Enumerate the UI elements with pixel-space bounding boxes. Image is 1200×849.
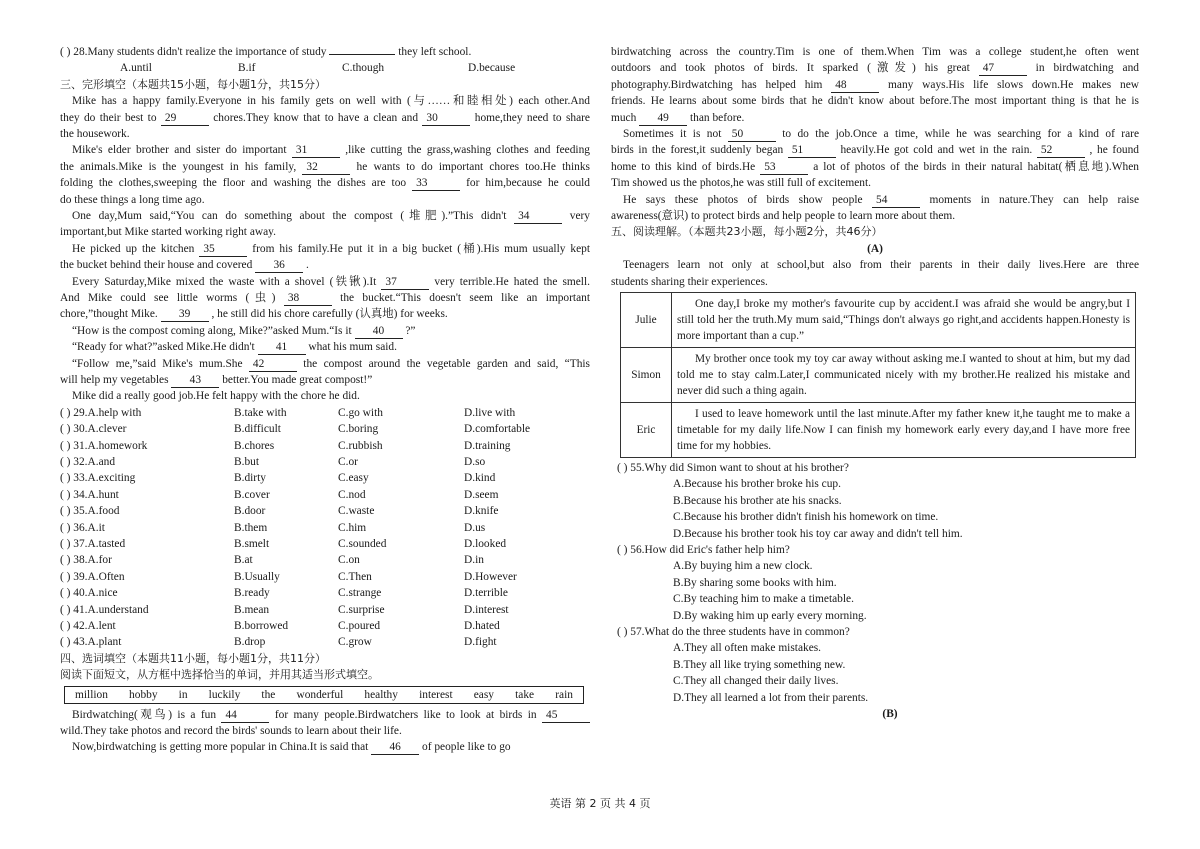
cloze-question bbox=[60, 503, 590, 519]
option-a: ( ) 36.A.it bbox=[60, 521, 105, 534]
answer-blank bbox=[329, 54, 395, 55]
answer-blank: 54 bbox=[872, 194, 920, 208]
option-a: ( ) 33.A.exciting bbox=[60, 472, 136, 485]
option-a: ( ) 31.A.homework bbox=[60, 439, 148, 452]
option-a: ( ) 37.A.tasted bbox=[60, 538, 126, 551]
passage-text: for many people.Birdwatchers like to look at birds in bbox=[269, 708, 542, 721]
option-d: D.comfortable bbox=[464, 423, 531, 436]
question-option: A.By buying him a new clock. bbox=[673, 560, 813, 573]
student-text: I used to leave homework until the last minute.After my father knew it,he taught me to make a timetable for my daily life.Now I can finish my homework early every day,and I have more free time for my hobbies. bbox=[672, 402, 1136, 457]
option-c: C.surprise bbox=[338, 603, 385, 616]
answer-blank: 34 bbox=[514, 210, 562, 224]
passage-line bbox=[60, 110, 590, 126]
passage-text: the animals.Mike is the youngest in his family, bbox=[60, 160, 303, 173]
passage-text: than before. bbox=[687, 111, 745, 124]
passage-text: One day,Mum said,“You can do something about the compost (堆肥).”This didn't bbox=[72, 209, 515, 222]
option-d: D.us bbox=[464, 521, 486, 534]
cloze-question bbox=[60, 569, 590, 585]
question-option: D.By waking him up early every morning. bbox=[673, 609, 867, 622]
passage-text: better.You made great compost!” bbox=[219, 373, 373, 386]
answer-blank: 48 bbox=[831, 79, 879, 93]
passage-text: much bbox=[611, 111, 640, 124]
passage-line bbox=[611, 44, 1139, 60]
passage-line bbox=[611, 60, 1139, 76]
option-d: D.in bbox=[464, 554, 484, 567]
option-b: B.Usually bbox=[234, 570, 280, 583]
passage-text: He picked up the kitchen bbox=[72, 242, 200, 255]
passage-text: He says these photos of birds show people bbox=[623, 193, 873, 206]
cloze-question bbox=[60, 536, 590, 552]
passage-line bbox=[60, 707, 590, 723]
option-d: D.knife bbox=[464, 505, 499, 518]
answer-blank: 47 bbox=[979, 62, 1027, 76]
question-option: C.By teaching him to make a timetable. bbox=[673, 593, 854, 606]
passage-line bbox=[60, 224, 590, 240]
passage-line bbox=[60, 356, 590, 372]
passage-line bbox=[60, 372, 590, 388]
option-b: B.borrowed bbox=[234, 620, 289, 633]
option-c: C.waste bbox=[338, 505, 375, 518]
option-d: D.seem bbox=[464, 488, 499, 501]
option-a: ( ) 32.A.and bbox=[60, 456, 116, 468]
option-c: C.go with bbox=[338, 406, 383, 419]
passage-line bbox=[60, 257, 590, 273]
passage-line bbox=[611, 208, 1139, 224]
word-option: healthy bbox=[364, 688, 398, 701]
passage-text: “Follow me,”said Mike's mum.She bbox=[72, 357, 249, 370]
passage-text: Mike has a happy family.Everyone in his family gets on well with (与……和睦相处) each other.And bbox=[72, 95, 590, 108]
word-box bbox=[64, 686, 584, 704]
question-28-options bbox=[60, 60, 590, 76]
passage-line bbox=[611, 175, 1139, 191]
option-d: D.looked bbox=[464, 538, 507, 551]
answer-blank: 44 bbox=[221, 709, 269, 723]
answer-blank: 42 bbox=[249, 358, 297, 372]
option-c: C.boring bbox=[338, 423, 379, 436]
question-option: A.Because his brother broke his cup. bbox=[673, 478, 841, 491]
option-b: B.them bbox=[234, 521, 268, 534]
option-b: B.chores bbox=[234, 439, 275, 452]
right-column bbox=[611, 44, 1139, 722]
passage-text: Mike's elder brother and sister do important bbox=[72, 144, 292, 157]
option-d: D.interest bbox=[464, 603, 509, 616]
question-28-tail: they left school. bbox=[398, 46, 472, 58]
passage-line bbox=[60, 739, 590, 755]
option-b: B.door bbox=[234, 505, 266, 518]
answer-blank: 33 bbox=[412, 177, 460, 191]
answer-blank: 51 bbox=[788, 144, 836, 158]
passage-text: home,they need to share bbox=[470, 111, 590, 124]
fill-passage-right bbox=[611, 44, 1139, 224]
word-option: luckily bbox=[208, 688, 241, 701]
option-b: B.difficult bbox=[234, 423, 281, 436]
passage-text: the compost around the vegetable garden and said, “This bbox=[296, 357, 590, 370]
passage-line bbox=[60, 208, 590, 224]
option-c: C.though bbox=[342, 62, 385, 75]
passage-text: for him,because he could bbox=[460, 177, 590, 190]
passage-text: . bbox=[303, 259, 309, 272]
word-option: million bbox=[75, 688, 108, 701]
passage-text: many ways.His life slows down.He makes new bbox=[879, 78, 1139, 91]
passage-text: the housework. bbox=[60, 128, 130, 140]
passage-line bbox=[60, 126, 590, 142]
question-option: D.Because his brother took his toy car away and didn't tell him. bbox=[673, 527, 963, 540]
passage-text: of people like to go bbox=[419, 741, 511, 754]
question-option: A.They all often make mistakes. bbox=[673, 642, 822, 655]
answer-blank: 50 bbox=[728, 128, 776, 142]
question-option: B.They all like trying something new. bbox=[673, 658, 846, 671]
cloze-question bbox=[60, 602, 590, 618]
word-option: wonderful bbox=[296, 688, 344, 701]
passage-line bbox=[60, 306, 590, 322]
answer-blank: 41 bbox=[258, 341, 306, 355]
option-b: B.at bbox=[234, 554, 253, 567]
answer-blank: 35 bbox=[199, 243, 247, 257]
option-b: B.but bbox=[234, 456, 260, 468]
option-c: C.on bbox=[338, 554, 360, 567]
passage-text: home to this kind of birds.He bbox=[611, 160, 761, 173]
answer-blank: 52 bbox=[1037, 144, 1085, 158]
question-option: C.They all changed their daily lives. bbox=[673, 675, 839, 688]
word-option: easy bbox=[473, 688, 494, 701]
passage-line bbox=[611, 142, 1139, 158]
question-stem: ( ) 56.How did Eric's father help him? bbox=[617, 543, 790, 556]
passage-line bbox=[611, 192, 1139, 208]
passage-text: what his mum said. bbox=[305, 341, 397, 354]
answer-blank: 32 bbox=[302, 161, 350, 175]
passage-line bbox=[60, 241, 590, 257]
passage-line bbox=[60, 323, 590, 339]
option-b: B.if bbox=[238, 62, 256, 75]
option-a: ( ) 40.A.nice bbox=[60, 587, 118, 600]
fill-passage-left bbox=[60, 707, 590, 756]
passage-text: , he found bbox=[1084, 144, 1139, 157]
answer-blank: 53 bbox=[760, 161, 808, 175]
passage-line bbox=[611, 93, 1139, 109]
passage-text: Tim showed us the photos,he was still full of excitement. bbox=[611, 177, 871, 190]
cloze-questions bbox=[60, 405, 590, 651]
student-name: Julie bbox=[621, 292, 672, 347]
answer-blank: 40 bbox=[355, 325, 403, 339]
passage-text: photography.Birdwatching has helped him bbox=[611, 78, 832, 91]
option-d: D.training bbox=[464, 439, 511, 452]
passage-text: awareness(意识) to protect birds and help people to learn more about them. bbox=[611, 209, 956, 222]
word-option: interest bbox=[419, 688, 453, 701]
cloze-question bbox=[60, 421, 590, 437]
passage-text: “Ready for what?”asked Mike.He didn't bbox=[72, 341, 258, 354]
passage-text: outdoors and took photos of birds. It sparked (激发) his great bbox=[611, 62, 979, 75]
passage-line bbox=[60, 388, 590, 404]
left-column bbox=[60, 44, 590, 756]
option-b: B.ready bbox=[234, 587, 270, 600]
word-option: take bbox=[515, 688, 535, 701]
students-table bbox=[620, 292, 1136, 458]
question-option: D.They all learned a lot from their parents. bbox=[673, 691, 869, 704]
option-a: ( ) 35.A.food bbox=[60, 505, 120, 518]
option-c: C.strange bbox=[338, 587, 382, 600]
answer-blank: 36 bbox=[255, 259, 303, 273]
passage-text: Now,birdwatching is getting more popular in China.It is said that bbox=[72, 741, 372, 754]
passage-text: the bucket.“This doesn't seem like an important bbox=[331, 291, 590, 304]
passage-text: chore,”thought Mike. bbox=[60, 308, 161, 321]
passage-text: ?” bbox=[402, 324, 416, 337]
cloze-question bbox=[60, 618, 590, 634]
option-c: C.grow bbox=[338, 636, 372, 649]
student-name: Eric bbox=[621, 402, 672, 457]
passage-text: Every Saturday,Mike mixed the waste with a shovel (铁锹).It bbox=[72, 275, 382, 288]
passage-line bbox=[60, 93, 590, 109]
passage-text: ,like cutting the grass,washing clothes and feeding bbox=[339, 144, 590, 157]
passage-text: birds in the forest,it suddenly began bbox=[611, 144, 788, 157]
option-b: B.mean bbox=[234, 603, 270, 616]
answer-blank: 31 bbox=[292, 144, 340, 158]
cloze-question bbox=[60, 634, 590, 650]
option-d: D.hated bbox=[464, 620, 500, 633]
option-a: ( ) 29.A.help with bbox=[60, 406, 142, 419]
passage-line bbox=[611, 159, 1139, 175]
passage-text: folding the clothes,sweeping the floor and washing the dishes are too bbox=[60, 177, 413, 190]
passage-line bbox=[611, 126, 1139, 142]
reading-questions bbox=[611, 460, 1139, 706]
option-c: C.sounded bbox=[338, 538, 387, 551]
option-a: ( ) 38.A.for bbox=[60, 554, 112, 567]
part-a-label: (A) bbox=[867, 242, 883, 255]
passage-text: moments in nature.They can help raise bbox=[920, 193, 1139, 206]
student-row bbox=[621, 292, 1136, 347]
answer-blank: 37 bbox=[381, 276, 429, 290]
passage-text: will help my vegetables bbox=[60, 373, 172, 386]
cloze-question bbox=[60, 552, 590, 568]
student-row bbox=[621, 402, 1136, 457]
answer-blank: 43 bbox=[171, 374, 219, 388]
passage-text: Sometimes it is not bbox=[623, 127, 728, 140]
option-a: ( ) 39.A.Often bbox=[60, 570, 125, 583]
passage-text: Birdwatching(观鸟) is a fun bbox=[72, 708, 222, 721]
student-text: One day,I broke my mother's favourite cup by accident.I was afraid she would be angry,but I still told her the truth.My mum said,“Things don't always go right,and accidents happen.Honesty is more important than a cup.” bbox=[672, 292, 1136, 347]
cloze-question bbox=[60, 585, 590, 601]
answer-blank: 38 bbox=[284, 292, 332, 306]
cloze-question bbox=[60, 520, 590, 536]
option-c: C.nod bbox=[338, 488, 366, 501]
answer-blank: 45 bbox=[542, 709, 590, 723]
question-stem: ( ) 57.What do the three students have in common? bbox=[617, 626, 850, 639]
cloze-question bbox=[60, 438, 590, 454]
passage-text: do these things a long time ago. bbox=[60, 193, 205, 206]
option-d: D.However bbox=[464, 570, 517, 583]
option-d: D.so bbox=[464, 456, 486, 468]
passage-text: to do the job.Once a time, while he was searching for a kind of rare bbox=[775, 127, 1139, 140]
passage-line bbox=[60, 192, 590, 208]
answer-blank: 49 bbox=[639, 112, 687, 126]
cloze-question bbox=[60, 470, 590, 486]
question-28 bbox=[60, 44, 590, 60]
option-b: B.cover bbox=[234, 488, 270, 501]
option-b: B.take with bbox=[234, 406, 287, 419]
passage-text: heavily.He got cold and wet in the rain. bbox=[835, 144, 1037, 157]
option-b: B.dirty bbox=[234, 472, 266, 485]
passage-line bbox=[60, 175, 590, 191]
option-d: D.kind bbox=[464, 472, 496, 485]
option-c: C.poured bbox=[338, 620, 381, 633]
passage-text: very bbox=[562, 209, 590, 222]
passage-line bbox=[60, 723, 590, 739]
page-footer: 英语 第 2 页 共 4 页 bbox=[549, 797, 651, 810]
option-b: B.smelt bbox=[234, 538, 270, 551]
word-option: rain bbox=[555, 688, 573, 701]
fill-instruction: 阅读下面短文，从方框中选择恰当的单词，并用其适当形式填空。 bbox=[60, 668, 379, 682]
option-c: C.or bbox=[338, 456, 358, 468]
reading-section-header: 五、阅读理解。（本题共23小题，每小题2分，共46分） bbox=[611, 225, 883, 239]
passage-line bbox=[611, 110, 1139, 126]
passage-text: “How is the compost coming along, Mike?”asked Mum.“Is it bbox=[72, 324, 355, 337]
passage-line bbox=[60, 159, 590, 175]
option-c: C.rubbish bbox=[338, 439, 383, 452]
student-name: Simon bbox=[621, 347, 672, 402]
passage-text: a lot of photos of the birds in their natural habitat(栖息地).When bbox=[808, 160, 1139, 173]
passage-text: And Mike could see little worms (虫) bbox=[60, 291, 284, 304]
passage-text: Mike did a really good job.He felt happy with the chore he did. bbox=[72, 390, 360, 403]
passage-line bbox=[60, 142, 590, 158]
passage-line bbox=[611, 77, 1139, 93]
option-a: ( ) 42.A.lent bbox=[60, 620, 116, 633]
passage-text: friends. He learns about some birds that he didn't know about before.The most important thing is that he is bbox=[611, 95, 1139, 108]
option-d: D.terrible bbox=[464, 587, 508, 600]
word-option: the bbox=[261, 688, 276, 701]
passage-line bbox=[60, 274, 590, 290]
passage-line bbox=[60, 290, 590, 306]
passage-text: he wants to do important chores too.He thinks bbox=[350, 160, 590, 173]
passage-text: birdwatching across the country.Tim is one of them.When Tim was a college student,he often went bbox=[611, 46, 1139, 58]
student-row bbox=[621, 347, 1136, 402]
part-b-label: (B) bbox=[882, 708, 898, 721]
fill-section-header: 四、选词填空（本题共11小题，每小题1分，共11分） bbox=[60, 651, 326, 665]
option-b: B.drop bbox=[234, 636, 266, 649]
cloze-section-header: 三、完形填空（本题共15小题，每小题1分，共15分） bbox=[60, 77, 326, 91]
passage-text: very terrible.He hated the smell. bbox=[429, 275, 590, 288]
passage-text: chores.They know that to have a clean and bbox=[208, 111, 423, 124]
question-stem: ( ) 55.Why did Simon want to shout at his brother? bbox=[617, 461, 849, 474]
option-a: ( ) 34.A.hunt bbox=[60, 488, 119, 501]
cloze-question bbox=[60, 405, 590, 421]
option-a: A.until bbox=[120, 62, 152, 75]
intro-line: Teenagers learn not only at school,but also from their parents in their daily lives.Here are three bbox=[623, 259, 1139, 272]
passage-text: , he still did his chore carefully (认真地) for weeks. bbox=[208, 308, 448, 321]
answer-blank: 39 bbox=[161, 308, 209, 322]
option-d: D.live with bbox=[464, 406, 516, 419]
question-option: B.By sharing some books with him. bbox=[673, 576, 837, 589]
option-a: ( ) 43.A.plant bbox=[60, 636, 122, 649]
answer-blank: 29 bbox=[161, 112, 209, 126]
answer-blank: 46 bbox=[371, 741, 419, 755]
word-option: hobby bbox=[129, 688, 158, 701]
passage-line bbox=[60, 339, 590, 355]
option-d: D.because bbox=[468, 62, 516, 75]
passage-text: wild.They take photos and record the birds' sounds to learn about their life. bbox=[60, 725, 402, 738]
cloze-question bbox=[60, 487, 590, 503]
intro-line: students sharing their experiences. bbox=[611, 275, 768, 288]
cloze-passage bbox=[60, 93, 590, 405]
passage-text: they do their best to bbox=[60, 111, 161, 124]
passage-text: the bucket behind their house and covered bbox=[60, 259, 256, 272]
answer-blank: 30 bbox=[422, 112, 470, 126]
option-c: C.easy bbox=[338, 472, 369, 485]
option-d: D.fight bbox=[464, 636, 497, 649]
passage-text: important,but Mike started working right away. bbox=[60, 226, 276, 239]
option-a: ( ) 30.A.clever bbox=[60, 423, 127, 436]
option-a: ( ) 41.A.understand bbox=[60, 603, 149, 616]
cloze-question bbox=[60, 454, 590, 470]
option-c: C.Then bbox=[338, 570, 372, 583]
word-option: in bbox=[178, 688, 188, 701]
student-text: My brother once took my toy car away without asking me.I wanted to shout at him, but my dad told me to stay calm.Later,I communicated nicely with my brother.He realized his mistake and never did such a thing again. bbox=[672, 347, 1136, 402]
question-option: C.Because his brother didn't finish his homework on time. bbox=[673, 511, 939, 524]
question-option: B.Because his brother ate his snacks. bbox=[673, 494, 842, 507]
passage-text: from his family.He put it in a big bucket (桶).His mum usually kept bbox=[247, 242, 590, 255]
option-c: C.him bbox=[338, 521, 367, 534]
passage-text: in birdwatching and bbox=[1026, 62, 1139, 75]
question-28-stem: ( ) 28.Many students didn't realize the importance of study bbox=[60, 46, 327, 58]
